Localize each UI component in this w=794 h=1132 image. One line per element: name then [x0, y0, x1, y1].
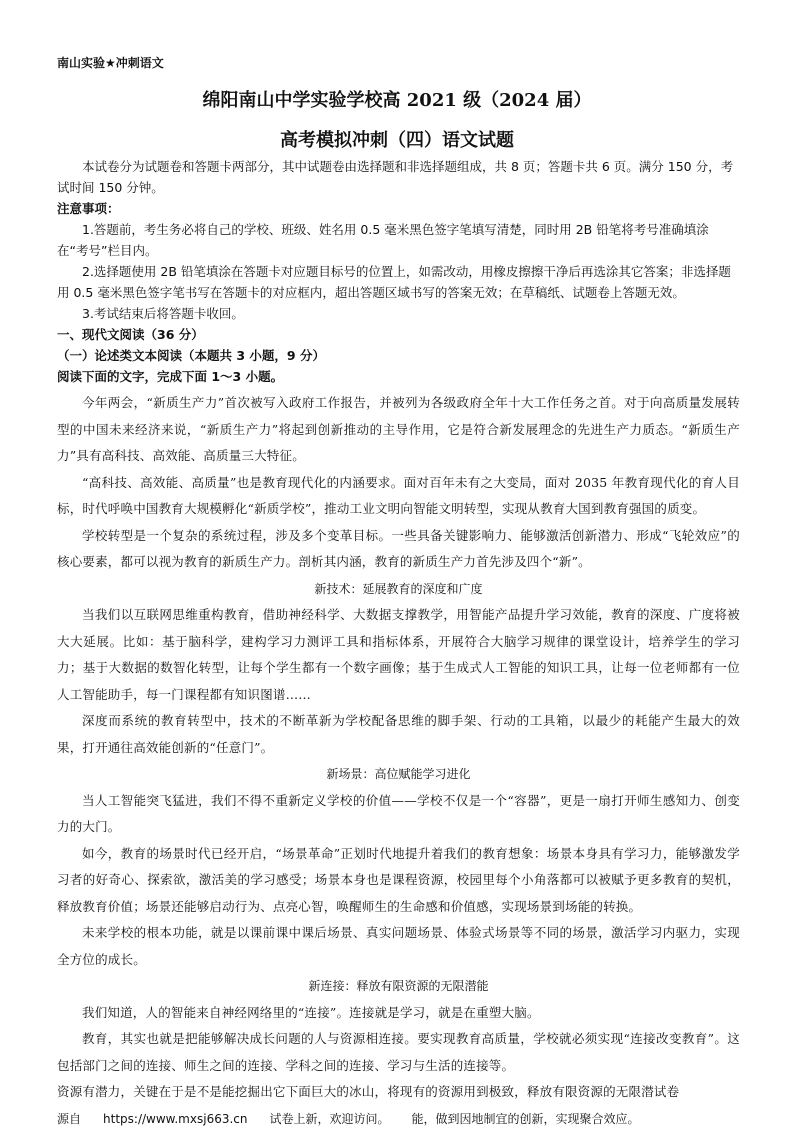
- watermark-fragment: 试卷: [653, 1084, 680, 1099]
- reading-instruction: 阅读下面的文字，完成下面 1～3 小题。: [57, 369, 284, 384]
- exam-title-school: 绵阳南山中学实验学校高 2021 级（2024 届）: [202, 90, 592, 111]
- passage-paragraph: 学校转型是一个复杂的系统过程，涉及多个变革目标。一些具备关键影响力、能够激活创新潜力、形成“飞轮效应”的核心要素，都可以视为教育的新质生产力。剖析其内涵，教育的新质生产力首先涉及四个“新”。: [57, 527, 740, 569]
- source-footer: [57, 1106, 740, 1132]
- passage-paragraph: 当我们以互联网思维重构教育，借助神经科学、大数据支撑教学，用智能产品提升学习效能，教育的深度、广度将被大大延展。比如：基于脑科学，建构学习力测评工具和指标体系，开展符合大脑学习规律的课堂设计，培养学生的学习力；基于大数据的数智化转型，让每个学生都有一个数字画像；基于生成式人工智能的知识工具，让每一位老师都有一位人工智能助手，每一门课程都有知识图谱……: [57, 607, 740, 702]
- section-heading: 一、现代文阅读（36 分）: [57, 327, 204, 342]
- reading-passage: [57, 390, 740, 1132]
- passage-paragraph: 深度而系统的教育转型中，技术的不断革新为学校配备思维的脚手架、行动的工具箱，以最少的耗能产生最大的效果，打开通往高效能创新的“任意门”。: [57, 713, 740, 755]
- source-url-link[interactable]: https://www.mxsj663.cn: [103, 1111, 248, 1126]
- passage-text: 资源有潜力，关键在于是不是能挖掘出它下面巨大的冰山，将现有的资源用到极致，释放有限资源的无限潜: [57, 1084, 654, 1099]
- passage-subheading: 新场景：高位赋能学习进化: [326, 767, 471, 781]
- notice-item: 1.答题前，考生务必将自己的学校、班级、姓名用 0.5 毫米黑色签字笔填写清楚，同时用 2B 铅笔将考号准确填涂在“考号”栏目内。: [57, 222, 709, 258]
- instructions-block: [57, 156, 740, 387]
- source-label: 源自: [57, 1111, 82, 1126]
- passage-subheading: 新连接：释放有限资源的无限潜能: [308, 979, 489, 993]
- passage-paragraph: 未来学校的根本功能，就是以课前课中课后场景、真实问题场景、体验式场景等不同的场景，激活学习内驱力，实现全方位的成长。: [57, 925, 740, 967]
- subsection-heading: （一）论述类文本阅读（本题共 3 小题，9 分）: [57, 348, 325, 363]
- passage-paragraph: “高科技、高效能、高质量”也是教育现代化的内涵要求。面对百年未有之大变局，面对 2035 年教育现代化的育人目标，时代呼唤中国教育大规模孵化“新质学校”，推动工业文明向智能文明转型，实现从教育大国到教育强国的质变。: [57, 474, 740, 516]
- source-note: 试卷上新，欢迎访问。: [269, 1111, 390, 1126]
- passage-paragraph: 教育，其实也就是把能够解决成长问题的人与资源相连接。要实现教育高质量，学校就必须实现“连接改变教育”。这包括部门之间的连接、师生之间的连接、学科之间的连接、学习与生活的连接等。: [57, 1031, 740, 1073]
- notice-item: 3.考试结束后将答题卡收回。: [82, 306, 244, 321]
- intro-paragraph: 本试卷分为试题卷和答题卡两部分，其中试题卷由选择题和非选择题组成，共 8 页；答题卡共 6 页。满分 150 分，考试时间 150 分钟。: [57, 159, 734, 195]
- passage-text-tail: 能，做到因地制宜的创新，实现聚合效应。: [411, 1111, 640, 1126]
- passage-paragraph: [57, 1079, 740, 1106]
- notice-heading: 注意事项：: [57, 201, 120, 216]
- passage-paragraph: 如今，教育的场景时代已经开启，“场景革命”正划时代地提升着我们的教育想象：场景本身具有学习力，能够激发学习者的好奇心、探索欲，激活美的学习感受；场景本身也是课程资源，校园里每个小角落都可以被赋予更多教育的契机，释放教育价值；场景还能够启动行为、点亮心智，唤醒师生的生命感和价值感，实现场景到场能的转换。: [57, 845, 740, 914]
- exam-title-subject: 高考模拟冲刺（四）语文试题: [280, 130, 514, 151]
- passage-paragraph: 当人工智能突飞猛进，我们不得不重新定义学校的价值——学校不仅是一个“容器”，更是一扇打开师生感知力、创变力的大门。: [57, 792, 740, 834]
- notice-item: 2.选择题使用 2B 铅笔填涂在答题卡对应题目标号的位置上，如需改动，用橡皮擦擦干净后再选涂其它答案；非选择题用 0.5 毫米黑色签字笔书写在答题卡的对应框内，超出答题区域书写的答案无效；在草稿纸、试题卷上答题无效。: [57, 264, 731, 300]
- passage-paragraph: 今年两会，“新质生产力”首次被写入政府工作报告，并被列为各级政府全年十大工作任务之首。对于向高质量发展转型的中国未来经济来说，“新质生产力”将起到创新推动的主导作用，它是符合新发展理念的先进生产力质态。“新质生产力”具有高科技、高效能、高质量三大特征。: [57, 395, 740, 463]
- header-tag: 南山实验★冲刺语文: [57, 56, 164, 70]
- passage-paragraph: 我们知道，人的智能来自神经网络里的“连接”。连接就是学习，就是在重塑大脑。: [82, 1004, 540, 1020]
- passage-subheading: 新技术：延展教育的深度和广度: [314, 581, 483, 596]
